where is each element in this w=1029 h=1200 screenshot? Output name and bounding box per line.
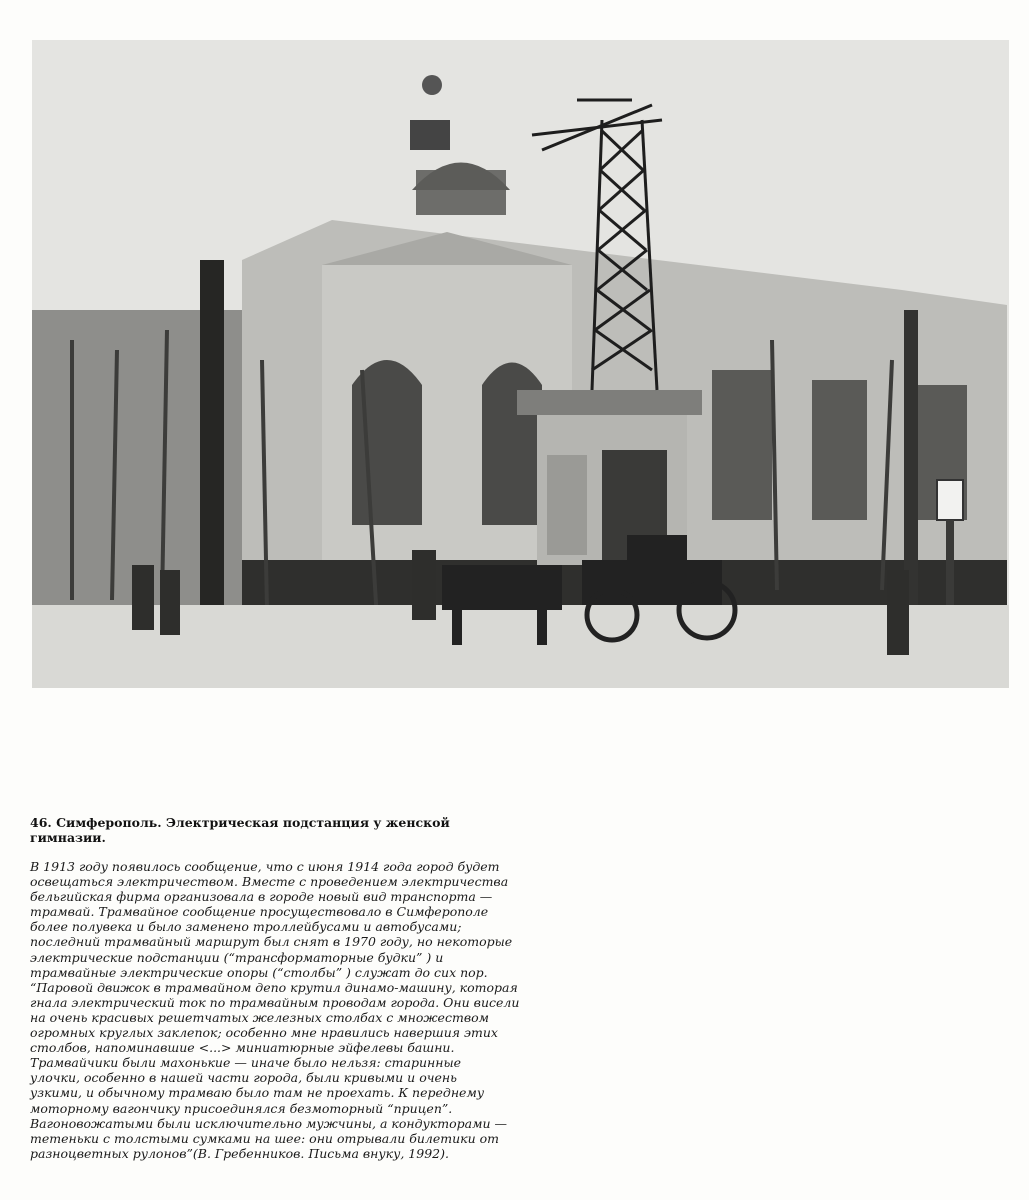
caption-body-line: гнала электрический ток по трамвайным проводам города. Они висели bbox=[30, 994, 520, 1010]
caption-body-line: электрические подстанции (“трансформаторные будки” ) и bbox=[30, 949, 444, 965]
caption-title bbox=[30, 815, 570, 845]
caption-body-line: последний трамвайный маршрут был снят в 1970 году, но некоторые bbox=[30, 934, 513, 950]
caption-body-line: трамвай. Трамвайное сообщение просуществовало в Симферополе bbox=[30, 904, 489, 920]
caption-body-line: трамвайные электрические опоры (“столбы” ) служат до сих пор. bbox=[30, 964, 488, 980]
caption-body bbox=[30, 859, 570, 1161]
caption-body-line: тетеньки с толстыми сумками на шее: они отрывали билетики от bbox=[30, 1130, 500, 1146]
caption-body-line: моторному вагончику присоединялся безмоторный “прицеп”. bbox=[30, 1100, 453, 1116]
caption-body-line: столбов, напоминавшие <...> миниатюрные эйфелевы башни. bbox=[30, 1040, 455, 1056]
caption-body-line: “Паровой движок в трамвайном депо крутил динамо-машину, которая bbox=[30, 979, 518, 995]
caption-body-line: освещаться электричеством. Вместе с проведением электричества bbox=[30, 874, 509, 890]
figure-caption bbox=[30, 815, 570, 1161]
street-lamp bbox=[937, 480, 963, 520]
caption-title-line: 46. Симферополь. Электрическая подстанция у женской bbox=[30, 815, 450, 830]
caption-body-line: Вагоновожатыми были исключительно мужчины, а кондукторами — bbox=[30, 1115, 507, 1131]
caption-body-line: более полувека и было заменено троллейбусами и автобусами; bbox=[30, 919, 462, 935]
caption-body-line: разноцветных рулонов”(В. Гребенников. Письма внуку, 1992). bbox=[30, 1145, 449, 1161]
caption-body-line: В 1913 году появилось сообщение, что с июня 1914 года город будет bbox=[30, 859, 500, 874]
caption-title-line: гимназии. bbox=[30, 830, 106, 845]
caption-body-line: Трамвайчики были махонькие — иначе было нельзя: старинные bbox=[30, 1055, 462, 1071]
caption-body-line: бельгийская фирма организовала в городе новый вид транспорта — bbox=[30, 889, 493, 905]
caption-body-line: на очень красивых решетчатых железных столбах с множеством bbox=[30, 1009, 489, 1025]
caption-body-line: огромных круглых заклепок; особенно мне нравились навершия этих bbox=[30, 1025, 498, 1041]
caption-body-line: улочки, особенно в нашей части города, были кривыми и очень bbox=[30, 1070, 457, 1086]
historical-photo bbox=[32, 40, 1009, 688]
caption-body-line: узкими, и обычному трамваю было там не проехать. К переднему bbox=[30, 1085, 485, 1101]
